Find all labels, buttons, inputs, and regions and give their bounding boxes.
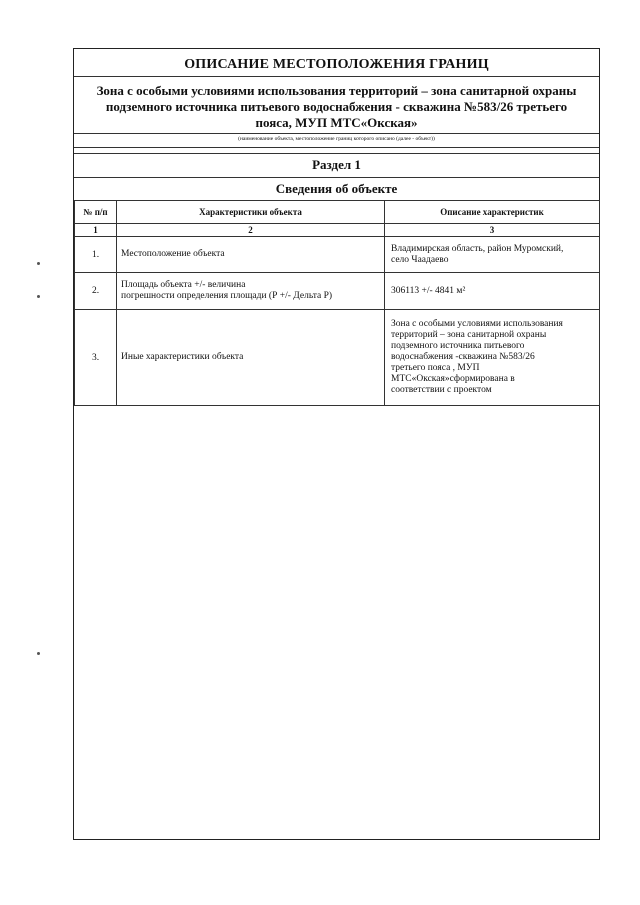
scan-dot <box>37 652 40 655</box>
text-line: МТС«Окская»сформирована в <box>391 374 515 384</box>
subject-caption: (наименование объекта, местоположение границ которого описано (далее - объект)) <box>238 136 435 142</box>
table-header-row <box>75 201 600 224</box>
text-line: погрешности определения площади (Р +/- Дельта Р) <box>121 291 333 301</box>
text-line: подземного источника питьевого <box>391 341 525 351</box>
table-row <box>75 237 600 273</box>
column-number-row <box>75 224 600 237</box>
row-description <box>385 273 600 310</box>
document-frame <box>73 48 600 840</box>
header-description: Описание характеристик <box>385 201 600 224</box>
text-line: третьего пояса , МУП <box>391 363 480 373</box>
section-subtitle: Сведения об объекте <box>275 181 398 196</box>
row-characteristic <box>117 273 385 310</box>
row-characteristic <box>117 310 385 406</box>
header-characteristic: Характеристики объекта <box>117 201 385 224</box>
text-line: 306113 +/- 4841 м² <box>391 285 466 296</box>
text-line: Местоположение объекта <box>121 249 225 259</box>
scan-dot <box>37 295 40 298</box>
document-title: ОПИСАНИЕ МЕСТОПОЛОЖЕНИЯ ГРАНИЦ <box>184 57 489 72</box>
section-title: Раздел 1 <box>312 157 361 172</box>
row-number: 1. <box>75 237 117 273</box>
row-description <box>385 237 600 273</box>
object-info-table <box>74 200 600 406</box>
row-number: 3. <box>75 310 117 406</box>
text-line: водоснабжения -скважина №583/26 <box>391 352 535 362</box>
text-line: соответствии с проектом <box>391 385 492 395</box>
text-line: Зона с особыми условиями использования <box>391 319 563 329</box>
divider <box>74 76 599 77</box>
scan-dot <box>37 262 40 265</box>
subject-line: подземного источника питьевого водоснабжения - скважина №583/26 третьего <box>105 99 568 114</box>
divider <box>74 153 599 154</box>
text-line: село Чаадаево <box>391 254 449 265</box>
column-number: 2 <box>117 224 385 237</box>
row-number: 2. <box>75 273 117 310</box>
divider <box>74 147 599 148</box>
text-line: Площадь объекта +/- величина <box>121 280 246 290</box>
text-line: Иные характеристики объекта <box>121 352 244 362</box>
table-row <box>75 273 600 310</box>
subject-line: пояса, МУП МТС«Окская» <box>255 115 418 130</box>
column-number: 1 <box>75 224 117 237</box>
object-subject <box>78 83 595 131</box>
text-line: Владимирская область, район Муромский, <box>391 243 564 254</box>
divider <box>74 133 599 134</box>
divider <box>74 177 599 178</box>
column-number: 3 <box>385 224 600 237</box>
text-line: территорий – зона санитарной охраны <box>391 330 547 340</box>
subject-line: Зона с особыми условиями использования территорий – зона санитарной охраны <box>96 83 577 98</box>
row-characteristic <box>117 237 385 273</box>
header-number: № п/п <box>75 201 117 224</box>
table-row <box>75 310 600 406</box>
row-description <box>385 310 600 406</box>
